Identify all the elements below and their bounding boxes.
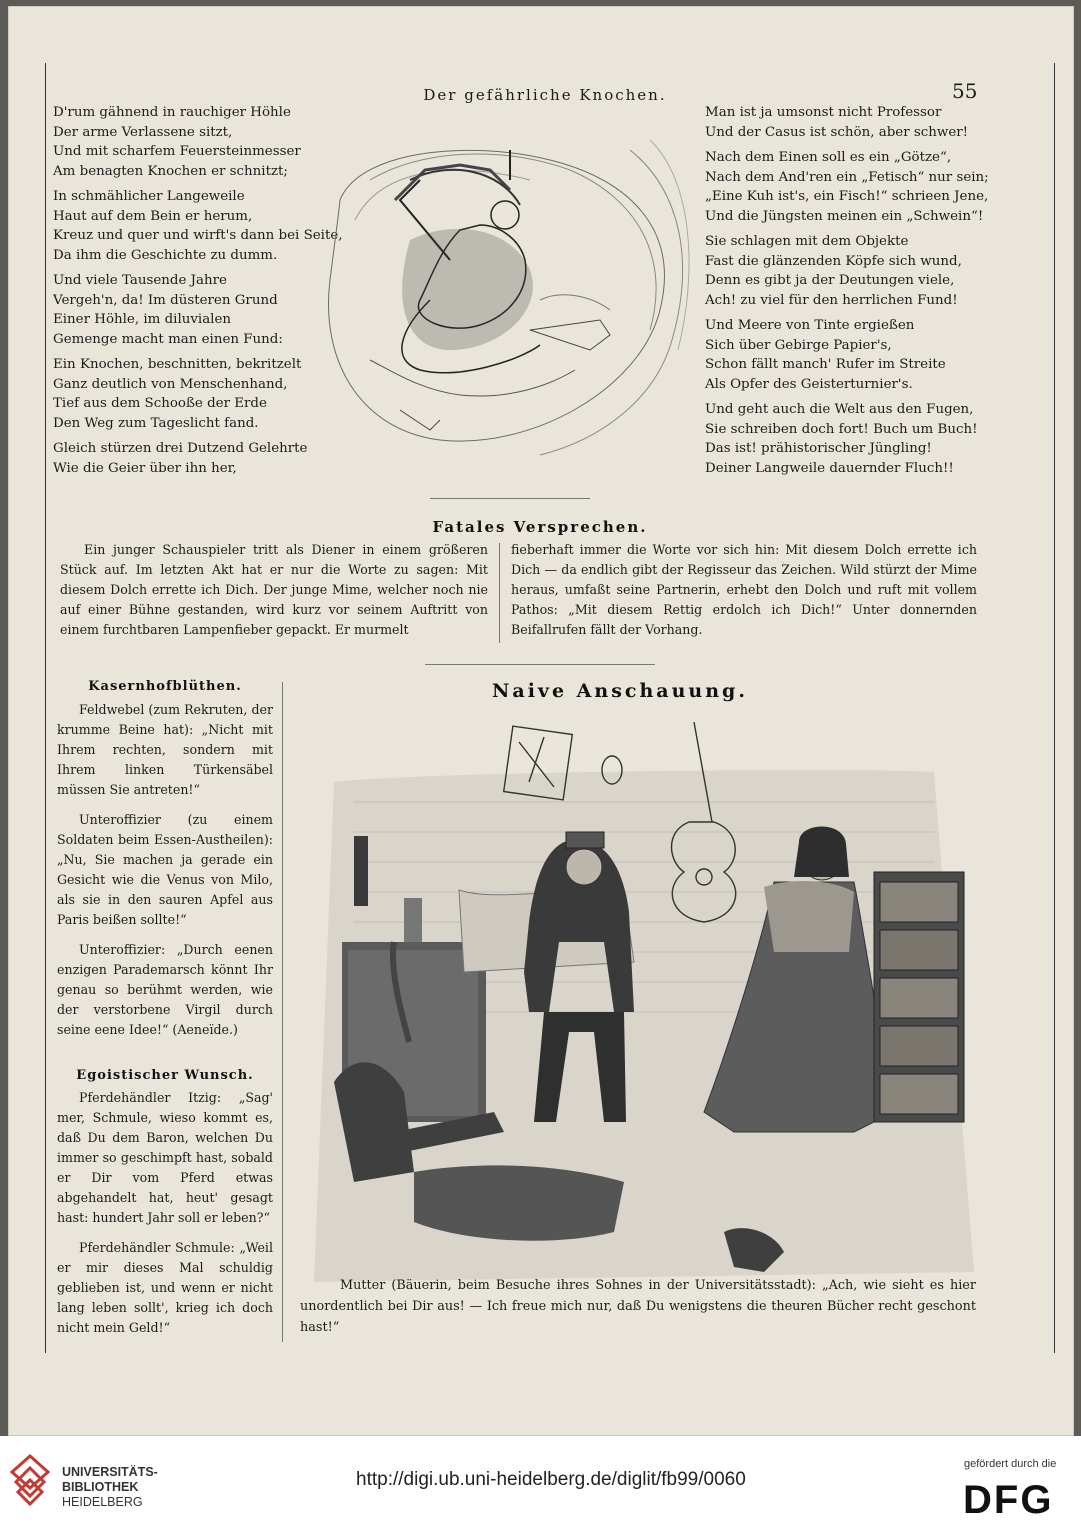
anecdote-paragraph: Pferdehändler Schmule: „Weil er mir dieses Mal schuldig geblieben ist, und wenn er nicht lang leben sollt', krieg ich doch nicht mein Geld!“ <box>57 1240 273 1335</box>
poem-line: Fast die glänzenden Köpfe sich wund, <box>705 253 962 269</box>
anecdote-paragraph: Unteroffizier (zu einem Soldaten beim Essen-Austheilen): „Nu, Sie machen ja gerade ein Gesicht wie die Venus von Milo, als sie in den sauren Apfel aus Paris beißen sollte!“ <box>57 812 273 927</box>
fatales-left-text: Ein junger Schauspieler tritt als Diener in einem größeren Stück auf. Im letzten Akt hat er nur die Worte zu sagen: Mit diesem Dolch errette ich Dich. Der junge Mime, welcher noch nie auf einer Bühne gestanden, wird kurz vor seinem Auftritt von einem furchtbaren Lampenfieber gepackt. Er murmelt <box>60 542 488 637</box>
kasern-text <box>57 700 273 1050</box>
egoist-text <box>57 1088 273 1348</box>
poem-line: Gleich stürzen drei Dutzend Gelehrte <box>53 441 308 456</box>
poem-line: Wie die Geier über ihn her, <box>53 460 237 476</box>
page-number: 55 <box>952 79 978 103</box>
poem-line: „Eine Kuh ist's, ein Fisch!“ schrieen Jene, <box>705 189 989 204</box>
dfg-logo: DFG <box>963 1478 1054 1522</box>
poem-line: Ein Knochen, beschnitten, bekritzelt <box>53 357 302 372</box>
left-column-divider <box>282 682 283 1342</box>
egoist-title: Egoistischer Wunsch. <box>76 1068 254 1083</box>
poem-line: D'rum gähnend in rauchiger Höhle <box>53 105 291 120</box>
poem-line: Denn es gibt ja der Deutungen viele, <box>705 273 955 288</box>
poem-line: Sie schreiben doch fort! Buch um Buch! <box>705 421 978 437</box>
poem-line: Einer Höhle, im diluvialen <box>53 312 232 327</box>
poem-line: Sich über Gebirge Papier's, <box>705 337 892 353</box>
poem-line: Schon fällt manch' Rufer im Streite <box>705 357 946 372</box>
poem-line: In schmählicher Langeweile <box>53 189 245 204</box>
running-head: Der gefährliche Knochen. <box>423 86 667 104</box>
poem-line: Am benagten Knochen er schnitzt; <box>53 163 288 179</box>
poem-line: Und der Casus ist schön, aber schwer! <box>705 124 969 140</box>
fatales-title: Fatales Versprechen. <box>432 518 648 536</box>
kasern-title: Kasernhofblüthen. <box>88 679 242 694</box>
poem-stanza <box>705 400 989 478</box>
funding-note: gefördert durch die <box>964 1458 1057 1470</box>
fatales-right-text: fieberhaft immer die Worte vor sich hin: Mit diesem Dolch errette ich Dich — da endlich gibt der Regisseur das Zeichen. Wild stürzt der Mime heraus, umfaßt seine Partnerin, erhebt den Dolch und ruft mit vollem Pathos: „Mit diesem Rettig erdolch ich Dich!“ Unter donnernden Beifallrufen fällt der Vorhang. <box>511 542 977 637</box>
poem-line: Ganz deutlich von Menschenhand, <box>53 376 288 392</box>
naive-caption: Mutter (Bäuerin, beim Besuche ihres Sohnes in der Universitätsstadt): „Ach, wie sieht es hier unordentlich bei Dir aus! — Ich freue mich nur, daß Du wenigstens die theuren Bücher recht geschont hast!“ <box>300 1278 976 1335</box>
poem-line: Man ist ja umsonst nicht Professor <box>705 105 942 120</box>
poem-line: Nach dem And'ren ein „Fetisch“ nur sein; <box>705 169 989 185</box>
poem-line: Und geht auch die Welt aus den Fugen, <box>705 402 974 417</box>
poem-line: Vergeh'n, da! Im düsteren Grund <box>53 292 278 308</box>
poem-line: Nach dem Einen soll es ein „Götze“, <box>705 150 952 165</box>
poem-line: Ach! zu viel für den herrlichen Fund! <box>705 292 958 308</box>
anecdote-paragraph: Pferdehändler Itzig: „Sag' mer, Schmule, wieso kommt es, daß Du dem Baron, welchen Du immer so geschimpft hast, sobald er Dir vom Pferd etwas abgehandelt hat, heut' gesagt hast: hundert Jahr soll er leben?“ <box>57 1090 273 1225</box>
poem-line: Der arme Verlassene sitzt, <box>53 124 233 140</box>
poem-line: Kreuz und quer und wirft's dann bei Seite, <box>53 228 343 243</box>
caveman-illustration <box>300 110 700 480</box>
poem-line: Haut auf dem Bein er herum, <box>53 208 253 224</box>
poem-right-column <box>705 103 989 484</box>
permalink-url[interactable]: http://digi.ub.uni-heidelberg.de/diglit/fb99/0060 <box>356 1469 746 1490</box>
poem-line: Und Meere von Tinte ergießen <box>705 318 915 333</box>
anecdote-paragraph: Feldwebel (zum Rekruten, der krumme Beine hat): „Nicht mit Ihrem rechten, sondern mit Ihrem linken Türkensäbel müssen Sie antreten!“ <box>57 702 273 797</box>
naive-title: Naive Anschauung. <box>492 680 748 702</box>
poem-line: Da ihm die Geschichte zu dumm. <box>53 247 278 263</box>
poem-stanza <box>705 103 989 142</box>
poem-line: Als Opfer des Geisterturnier's. <box>705 376 913 392</box>
divider-top <box>430 498 590 499</box>
poem-line: Das ist! prähistorischer Jüngling! <box>705 441 932 456</box>
anecdote-paragraph: Unteroffizier: „Durch eenen enzigen Parademarsch könnt Ihr genau so berühmt werden, wie der verstorbene Virgil durch seine eene Idee!“ (Aeneïde.) <box>57 942 273 1037</box>
fatales-column-divider <box>499 543 500 643</box>
divider-middle <box>425 664 655 665</box>
university-seal-icon <box>8 1454 52 1510</box>
poem-stanza <box>705 232 989 310</box>
viewer-footer <box>0 1436 1081 1525</box>
poem-stanza <box>705 148 989 226</box>
poem-line: Tief aus dem Schooße der Erde <box>53 396 267 411</box>
library-name: UNIVERSITÄTS- BIBLIOTHEK HEIDELBERG <box>62 1465 158 1509</box>
student-room-illustration <box>294 712 980 1300</box>
poem-line: Gemenge macht man einen Fund: <box>53 331 283 347</box>
poem-stanza <box>705 316 989 394</box>
poem-line: Und viele Tausende Jahre <box>53 273 227 288</box>
poem-line: Sie schlagen mit dem Objekte <box>705 234 909 249</box>
poem-line: Und mit scharfem Feuersteinmesser <box>53 144 301 159</box>
poem-line: Und die Jüngsten meinen ein „Schwein“! <box>705 208 984 224</box>
poem-line: Den Weg zum Tageslicht fand. <box>53 415 259 431</box>
poem-line: Deiner Langweile dauernder Fluch!! <box>705 460 954 476</box>
